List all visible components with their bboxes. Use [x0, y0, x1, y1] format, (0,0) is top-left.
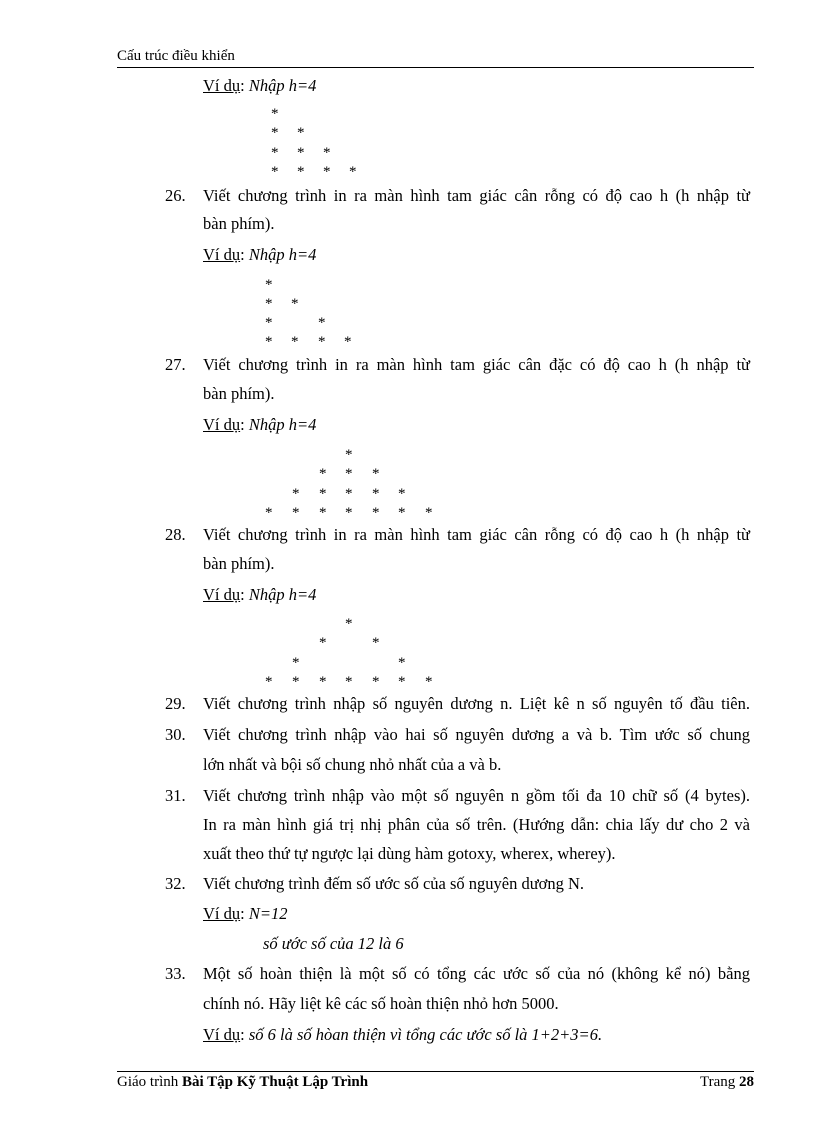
star: *	[425, 674, 433, 690]
star: *	[345, 616, 353, 632]
page-label: Trang	[699, 1074, 739, 1090]
star: *	[292, 655, 300, 671]
star: *	[271, 125, 279, 141]
example-text: số 6 là số hòan thiện vì tổng các ước số là 1+2+3=6.	[248, 1025, 603, 1044]
star: *	[271, 106, 279, 122]
item-31-line-2: In ra màn hình giá trị nhị phân của số trên. (Hướng dẫn: chia lấy dư cho 2 và	[203, 815, 750, 834]
star: *	[398, 486, 406, 502]
star: *	[297, 145, 305, 161]
star: *	[265, 674, 273, 690]
example-27	[203, 415, 316, 435]
star: *	[292, 486, 300, 502]
star: *	[319, 674, 327, 690]
colon: :	[240, 904, 245, 923]
star: *	[319, 635, 327, 651]
star: *	[297, 125, 305, 141]
example-28	[203, 585, 316, 605]
item-32-line-1: Viết chương trình đếm số ước số của số nguyên dương N.	[203, 874, 585, 893]
item-number-31: 31.	[165, 786, 186, 805]
example-label: Ví dụ	[203, 76, 241, 95]
item-29-line-1: Viết chương trình nhập số nguyên dương n. Liệt kê n số nguyên tố đầu tiên.	[203, 694, 750, 713]
item-number-30: 30.	[165, 725, 186, 744]
running-header: Cấu trúc điều khiển	[117, 48, 235, 64]
star: *	[372, 486, 380, 502]
star: *	[425, 505, 433, 521]
star: *	[345, 447, 353, 463]
example-label: Ví dụ	[203, 904, 241, 923]
colon: :	[240, 1025, 245, 1044]
item-30-line-1: Viết chương trình nhập vào hai số nguyên dương a và b. Tìm ước số chung	[203, 725, 750, 744]
example-26	[203, 245, 316, 265]
item-30-line-2: lớn nhất và bội số chung nhỏ nhất của a và b.	[203, 755, 502, 774]
star: *	[372, 635, 380, 651]
example-25	[203, 76, 316, 96]
item-number-28: 28.	[165, 525, 186, 544]
example-input: Nhập h=4	[248, 415, 317, 434]
page-number: 28	[739, 1074, 754, 1090]
item-33-line-1: Một số hoàn thiện là một số có tổng các ước số của nó (không kể nó) bằng	[203, 964, 750, 983]
star: *	[271, 145, 279, 161]
example-label: Ví dụ	[203, 1025, 241, 1044]
star: *	[372, 466, 380, 482]
star: *	[292, 674, 300, 690]
item-number-27: 27.	[165, 355, 186, 374]
star: *	[323, 164, 331, 180]
footer-prefix: Giáo trình	[117, 1074, 182, 1090]
item-31-line-1: Viết chương trình nhập vào một số nguyên n gồm tối đa 10 chữ số (4 bytes).	[203, 786, 750, 805]
colon: :	[240, 76, 245, 95]
example-label: Ví dụ	[203, 245, 241, 264]
item-number-29: 29.	[165, 694, 186, 713]
star: *	[291, 334, 299, 350]
item-28-line-1: Viết chương trình in ra màn hình tam giác cân rỗng có độ cao h (h nhập từ	[203, 525, 750, 544]
header-rule	[117, 67, 754, 68]
item-31-line-3: xuất theo thứ tự ngược lại dùng hàm gotoxy, wherex, wherey).	[203, 844, 616, 863]
star: *	[292, 505, 300, 521]
star: *	[319, 486, 327, 502]
footer-page	[700, 1074, 754, 1091]
footer-book-title	[117, 1074, 368, 1091]
star: *	[398, 674, 406, 690]
star: *	[271, 164, 279, 180]
example-input: Nhập h=4	[248, 245, 317, 264]
colon: :	[240, 245, 245, 264]
star: *	[265, 334, 273, 350]
example-label: Ví dụ	[203, 415, 241, 434]
example-result: số ước số của 12 là 6	[263, 934, 404, 953]
star: *	[318, 334, 326, 350]
star: *	[372, 505, 380, 521]
item-number-33: 33.	[165, 964, 186, 983]
item-27-line-2: bàn phím).	[203, 384, 275, 403]
star: *	[323, 145, 331, 161]
example-33	[203, 1025, 602, 1045]
example-32	[203, 904, 287, 924]
star: *	[265, 277, 273, 293]
footer-book: Bài Tập Kỹ Thuật Lập Trình	[182, 1074, 369, 1090]
star: *	[345, 674, 353, 690]
item-number-32: 32.	[165, 874, 186, 893]
item-28-line-2: bàn phím).	[203, 554, 275, 573]
star: *	[297, 164, 305, 180]
star: *	[319, 466, 327, 482]
colon: :	[240, 415, 245, 434]
item-33-line-2: chính nó. Hãy liệt kê các số hoàn thiện nhỏ hơn 5000.	[203, 994, 559, 1013]
item-26-line-2: bàn phím).	[203, 214, 275, 233]
star: *	[344, 334, 352, 350]
star: *	[398, 655, 406, 671]
star: *	[318, 315, 326, 331]
star: *	[345, 505, 353, 521]
star: *	[398, 505, 406, 521]
item-number-26: 26.	[165, 186, 186, 205]
star: *	[291, 296, 299, 312]
star: *	[265, 505, 273, 521]
star: *	[265, 315, 273, 331]
star: *	[349, 164, 357, 180]
star: *	[319, 505, 327, 521]
example-input: Nhập h=4	[248, 585, 317, 604]
footer-rule	[117, 1071, 754, 1072]
example-input: N=12	[248, 904, 288, 923]
colon: :	[240, 585, 245, 604]
example-label: Ví dụ	[203, 585, 241, 604]
star: *	[345, 486, 353, 502]
star: *	[345, 466, 353, 482]
item-27-line-1: Viết chương trình in ra màn hình tam giác cân đặc có độ cao h (h nhập từ	[203, 355, 750, 374]
star: *	[265, 296, 273, 312]
star: *	[372, 674, 380, 690]
item-26-line-1: Viết chương trình in ra màn hình tam giác cân rỗng có độ cao h (h nhập từ	[203, 186, 750, 205]
example-input: Nhập h=4	[248, 76, 317, 95]
